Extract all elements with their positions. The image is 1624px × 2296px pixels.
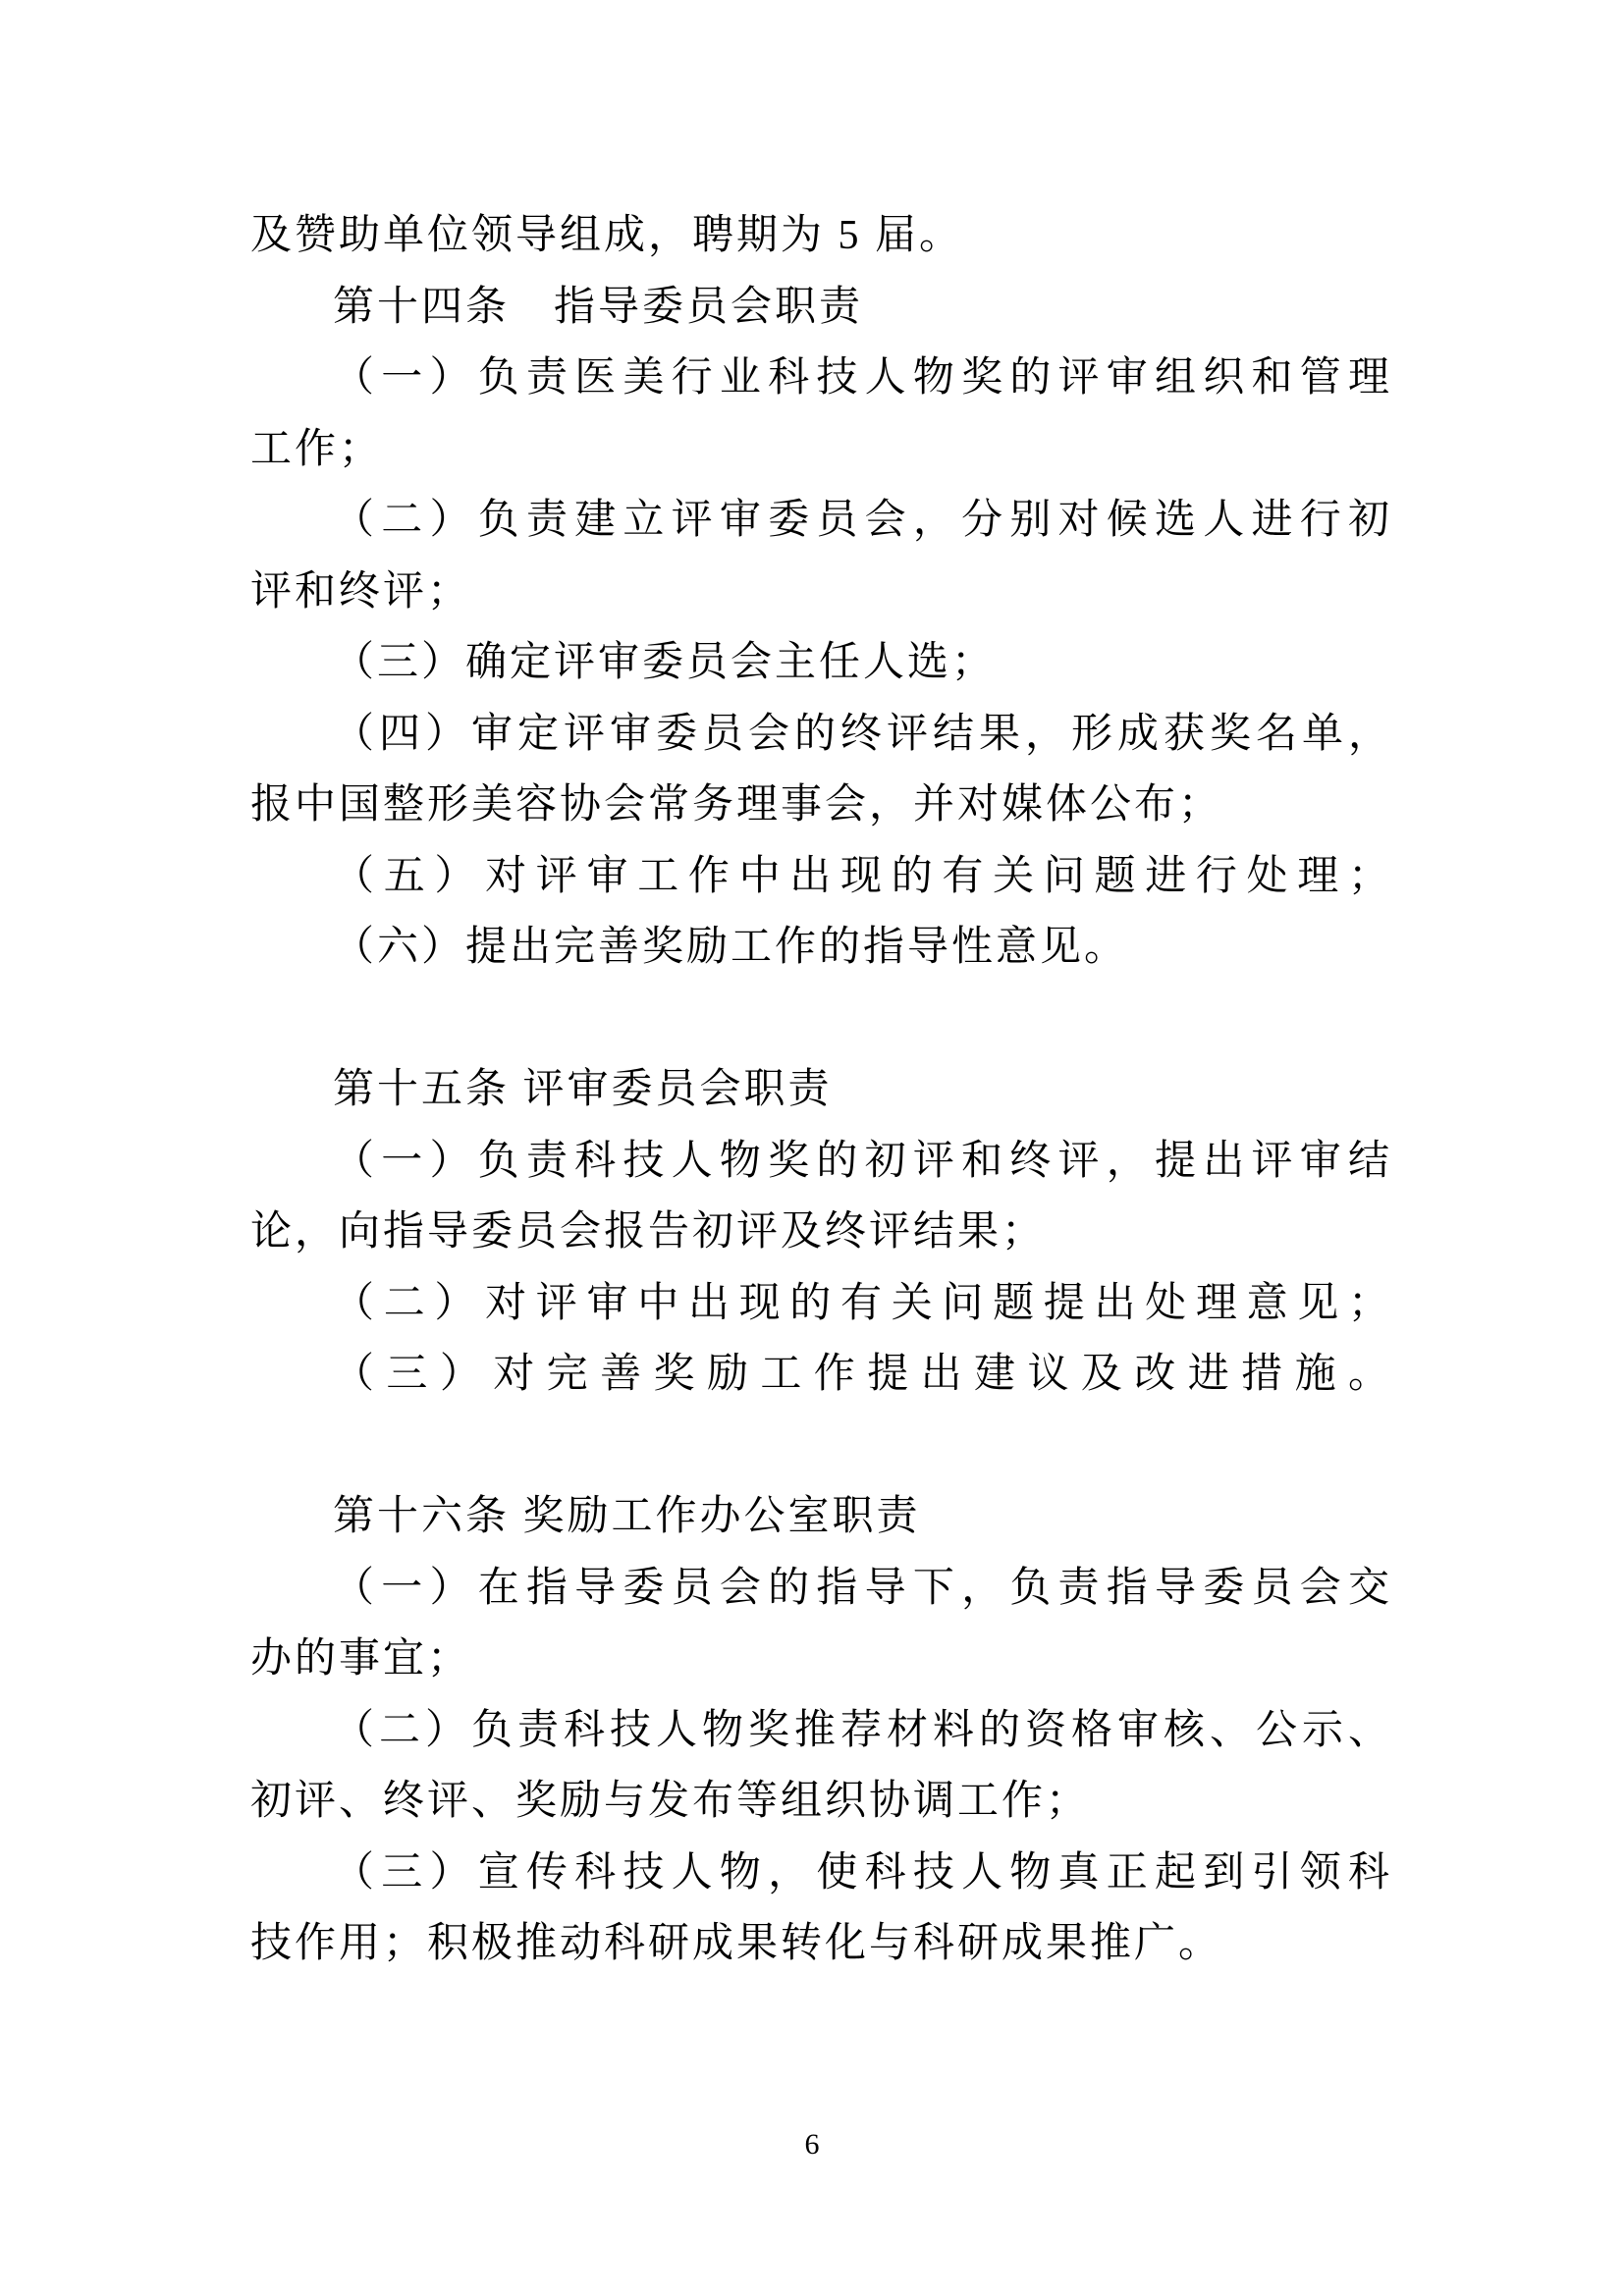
text-line: （三）宣传科技人物，使科技人物真正起到引领科 [333,1849,1389,1896]
text-line: （二）负责建立评审委员会，分别对候选人进行初 [333,498,1389,543]
text-line: （六）提出完善奖励工作的指导性意见。 [333,925,1129,970]
text-line: 初评、终评、奖励与发布等组织协调工作； [250,1779,1091,1824]
text-line: （三）对完善奖励工作提出建议及改进措施。 [333,1352,1389,1397]
article-heading-15: 第十五条 评审委员会职责 [333,1067,833,1112]
page-footer [0,2123,1624,2166]
text-line: 工作； [250,426,384,472]
text-line: （四）审定评审委员会的终评结果，形成获奖名单， [333,711,1389,757]
text-line: （二）负责科技人物奖推荐材料的资格审核、公示、 [333,1707,1389,1753]
page-number: 6 [804,2128,820,2161]
blank-line [250,1411,1389,1482]
text-line: （二）对评审中出现的有关问题提出处理意见； [333,1280,1389,1326]
blank-line [250,984,1389,1055]
text-line: （五）对评审工作中出现的有关问题进行处理； [333,853,1389,899]
text-line: （一）负责科技人物奖的初评和终评，提出评审结 [333,1138,1389,1184]
text-line: 论，向指导委员会报告初评及终评结果； [250,1209,1047,1255]
text-line: 技作用；积极推动科研成果转化与科研成果推广。 [250,1921,1223,1966]
document-body [250,200,1389,1980]
text-line: （一）负责医美行业科技人物奖的评审组织和管理 [333,355,1389,400]
text-line: 评和终评； [250,568,472,614]
article-heading-14: 第十四条 指导委员会职责 [333,284,864,330]
text-line: 及赞助单位领导组成，聘期为 5 届。 [250,213,964,258]
text-line: （一）在指导委员会的指导下，负责指导委员会交 [333,1565,1389,1611]
article-heading-16: 第十六条 奖励工作办公室职责 [333,1494,921,1539]
text-line: （三）确定评审委员会主任人选； [333,640,997,685]
text-line: 办的事宜； [250,1636,472,1682]
text-line: 报中国整形美容协会常务理事会，并对媒体公布； [250,782,1223,828]
